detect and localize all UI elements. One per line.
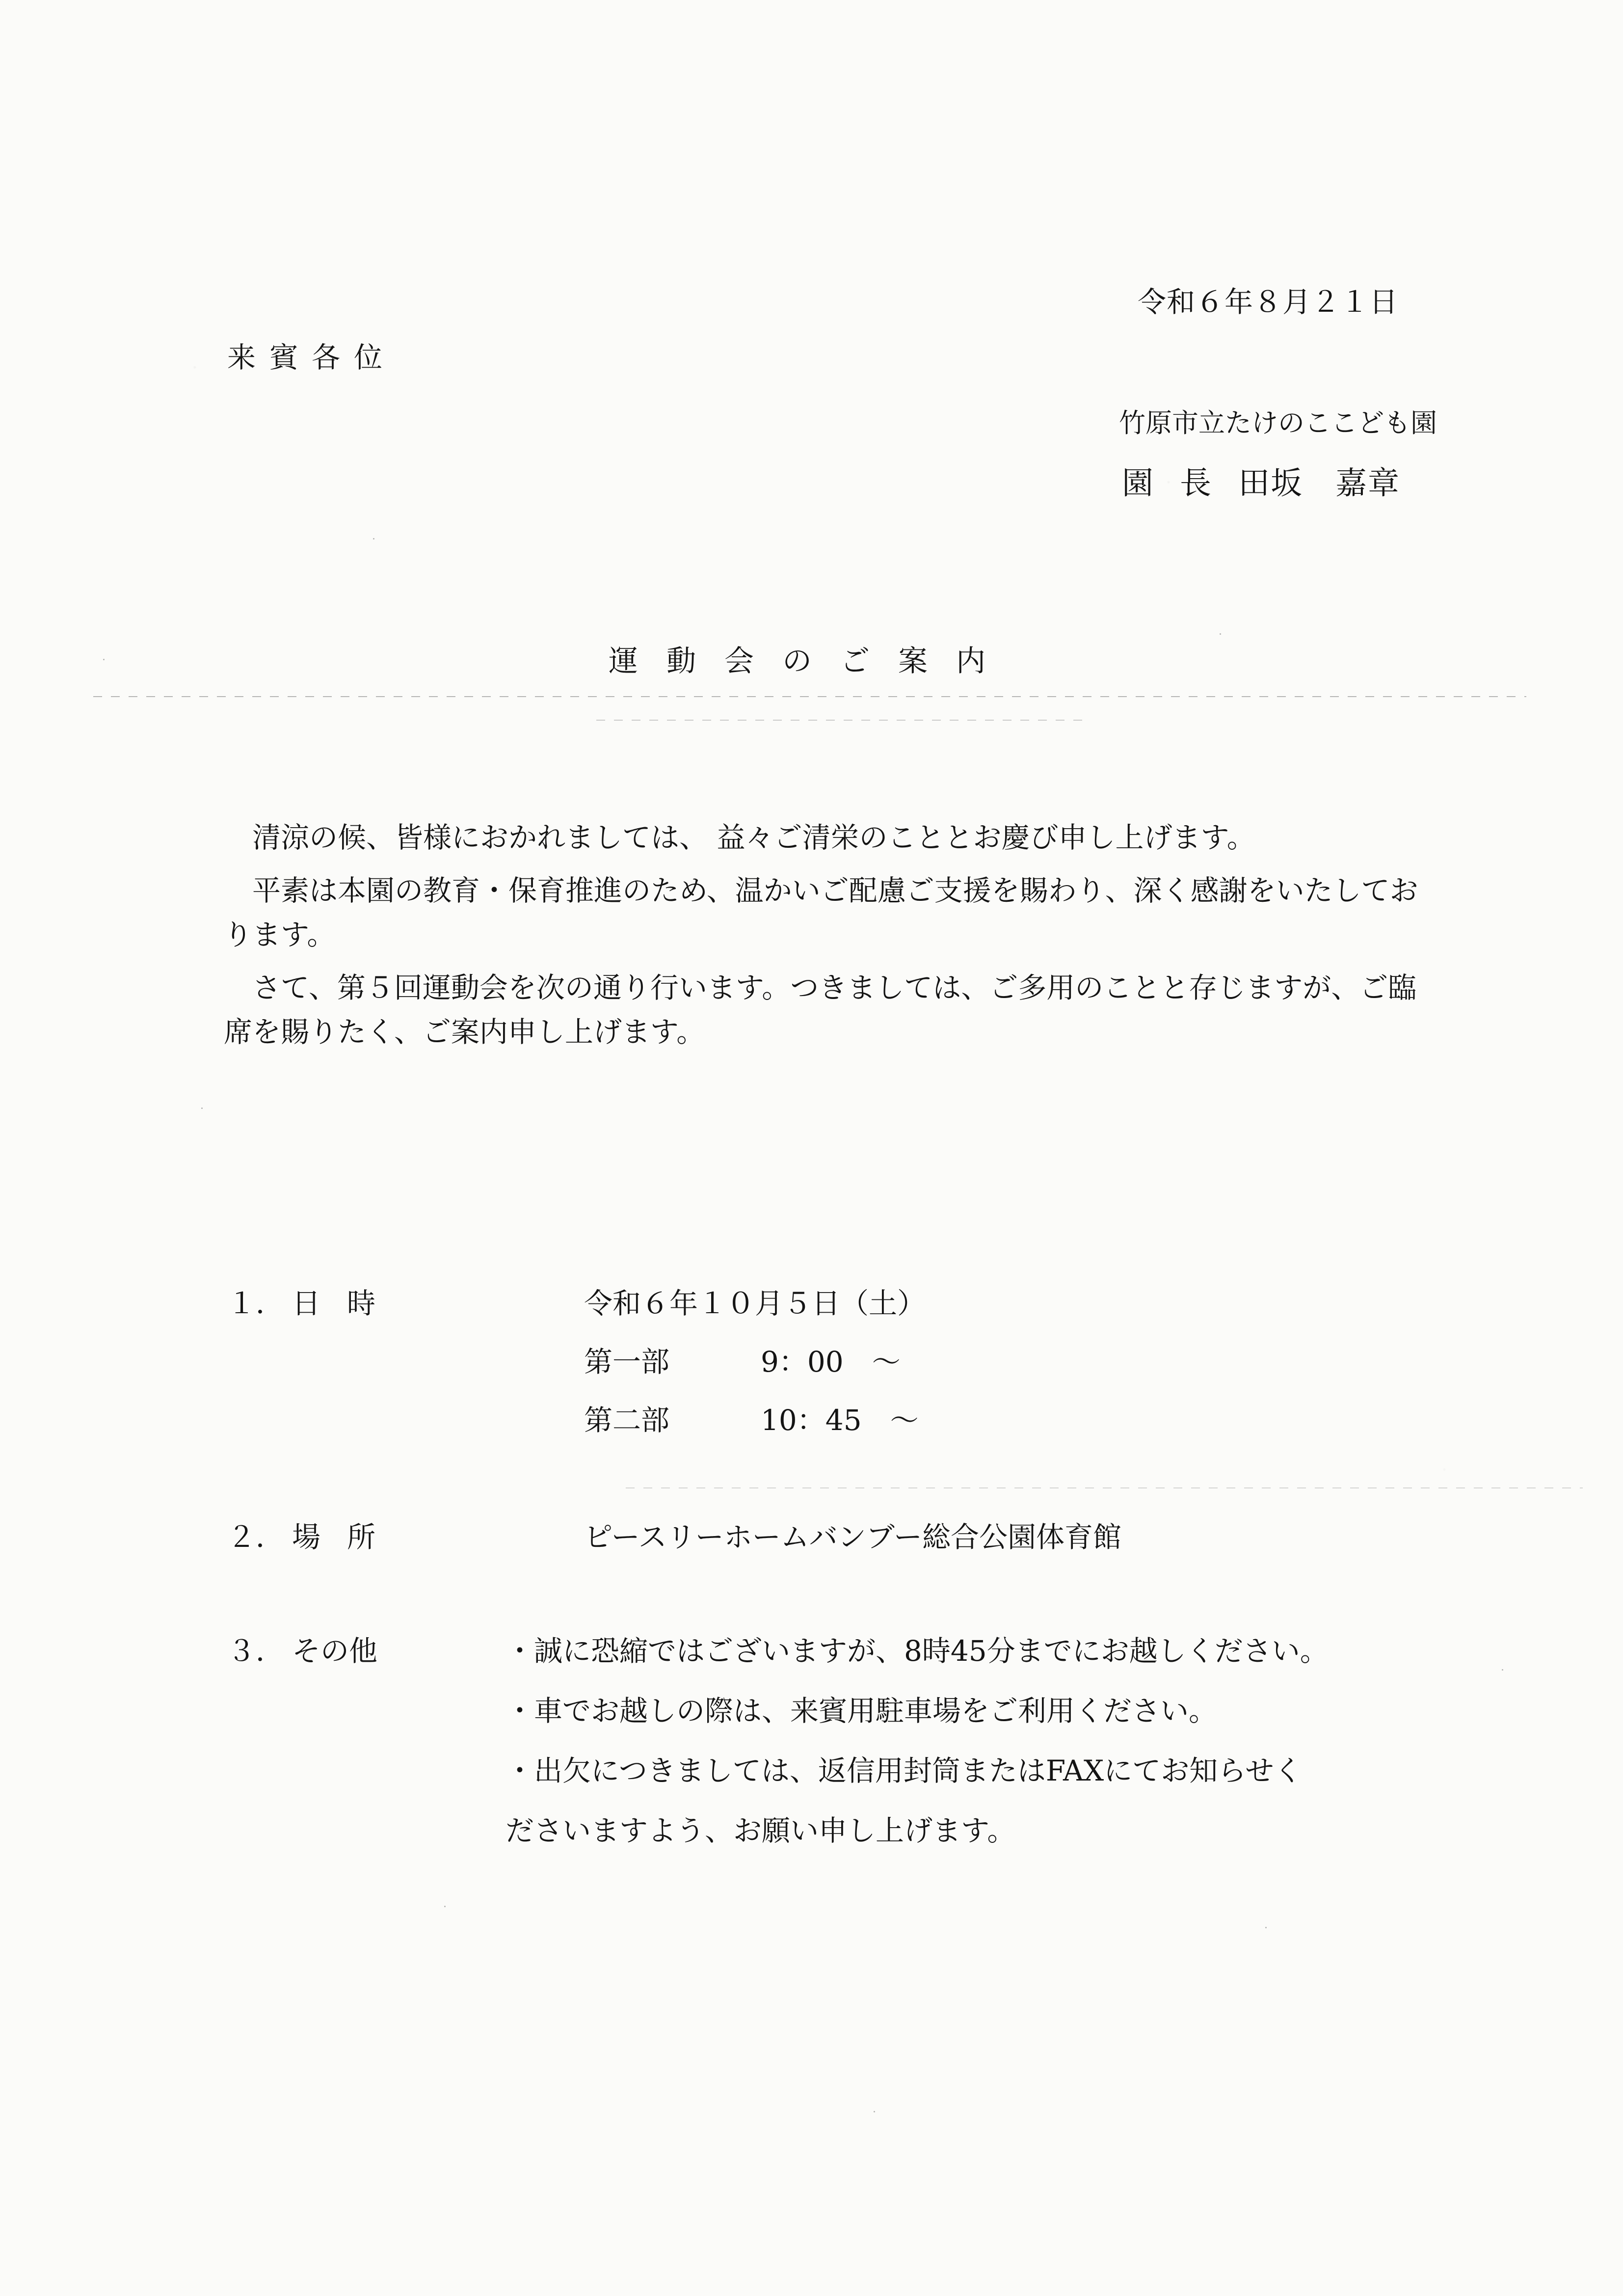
event-date: 令和６年１０月５日（土） — [584, 1287, 926, 1320]
date: 令和６年８月２１日 — [1138, 285, 1399, 319]
schedule-part: 第二部 — [584, 1404, 670, 1437]
datetime-number: １． — [227, 1287, 285, 1320]
sender-name: 田坂 嘉章 — [1238, 465, 1400, 502]
document-title: 運動会のご案内 — [609, 644, 1014, 678]
place-label — [227, 1520, 402, 1554]
other-number: ３． — [227, 1634, 285, 1668]
body-paragraph-1: 清涼の候、皆様におかれましては、 益々ご清栄のこととお慶び申し上げます。 — [252, 821, 1255, 854]
scan-speck — [201, 1107, 203, 1109]
place-value: ピースリーホームバンブー総合公園体育館 — [584, 1520, 1122, 1554]
schedule-row — [584, 1404, 919, 1437]
scan-speck — [444, 1906, 446, 1907]
scan-noise-line — [596, 720, 1087, 721]
letter-body — [224, 816, 1431, 1054]
body-paragraph-3: さて、第５回運動会を次の通り行います。つきましては、ご多用のことと存じますが、ご臨席を賜りたく、ご案内申し上げます。 — [224, 971, 1417, 1049]
other-line: ・出欠につきましては、返信用封筒またはFAXにてお知らせく — [506, 1754, 1303, 1787]
recipient: 来賓各位 — [227, 341, 397, 374]
schedule-time: 9：00 ～ — [761, 1345, 901, 1378]
scan-speck — [103, 659, 105, 660]
sender-title: 園長 — [1122, 465, 1238, 502]
schedule-time: 10：45 ～ — [761, 1404, 919, 1437]
datetime-label — [227, 1289, 402, 1318]
other-label-text: その他 — [292, 1634, 378, 1668]
scan-speck — [1502, 1669, 1503, 1671]
place-label-text: 場所 — [292, 1520, 402, 1554]
scan-noise-line — [93, 696, 1526, 697]
other-line: ださいますよう、お願い申し上げます。 — [506, 1814, 1016, 1847]
scan-noise-line — [626, 1487, 1583, 1488]
schedule-part: 第一部 — [584, 1345, 670, 1378]
other-label — [227, 1634, 378, 1668]
schedule-row — [584, 1345, 901, 1378]
body-paragraph-2: 平素は本園の教育・保育推進のため、温かいご配慮ご支援を賜わり、深く感謝をいたしております。 — [224, 873, 1418, 951]
scan-speck — [1220, 633, 1221, 635]
scan-speck — [373, 538, 374, 540]
sender-organization: 竹原市立たけのここども園 — [1119, 407, 1437, 438]
other-line: ・誠に恐縮ではございますが、8時45分までにお越しください。 — [506, 1634, 1329, 1668]
scan-speck — [1265, 1927, 1267, 1928]
other-line: ・車でお越しの際は、来賓用駐車場をご利用ください。 — [506, 1694, 1218, 1728]
scan-speck — [874, 2111, 875, 2112]
place-number: ２． — [227, 1520, 285, 1554]
datetime-label-text: 日時 — [292, 1287, 402, 1320]
